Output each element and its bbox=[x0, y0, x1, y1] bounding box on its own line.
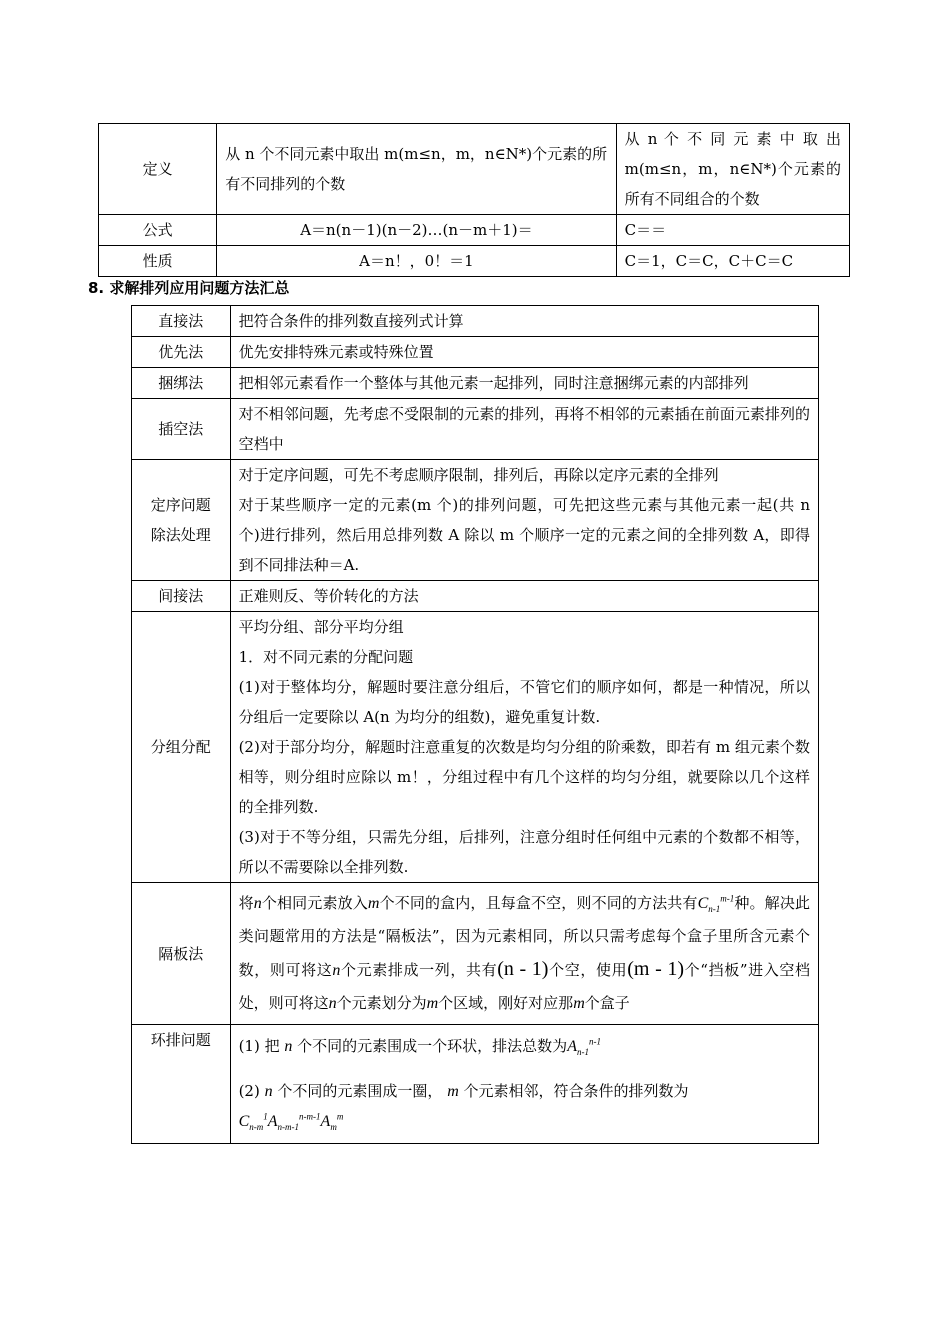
text: 个区域，刚好对应那 bbox=[438, 994, 574, 1012]
text: 个相同元素放入 bbox=[261, 894, 368, 912]
symbol-a: A bbox=[267, 1113, 278, 1130]
text: 个不同的元素围成一个环状，排法总数为 bbox=[297, 1037, 568, 1055]
expr-n-minus-1: (n - 1) bbox=[497, 958, 549, 980]
method-name-line: 除法处理 bbox=[150, 526, 211, 544]
desc-line bbox=[239, 1031, 810, 1062]
table-row bbox=[132, 337, 819, 368]
sup: m-1 bbox=[720, 893, 735, 904]
comb-formula: C＝＝ bbox=[616, 215, 849, 246]
desc-line: (2)对于部分均分，解题时注意重复的次数是均匀分组的阶乘数，即若有 m 组元素个数相等，则分组时应除以 m！，分组过程中有几个这样的均匀分组，就要除以几个这样的全排列数. bbox=[238, 738, 810, 816]
method-name: 环排问题 bbox=[132, 1025, 231, 1144]
desc-line: 对于定序问题，可先不考虑顺序限制，排列后，再除以定序元素的全排列 bbox=[238, 466, 719, 484]
method-name-line: 定序问题 bbox=[150, 496, 211, 514]
method-desc: 正难则反、等价转化的方法 bbox=[230, 581, 818, 612]
var-n: n bbox=[332, 962, 341, 979]
method-name: 隔板法 bbox=[132, 883, 231, 1025]
table-row bbox=[132, 306, 819, 337]
table-row bbox=[132, 883, 819, 1025]
method-desc: 把相邻元素看作一个整体与其他元素一起排列，同时注意捆绑元素的内部排列 bbox=[230, 368, 818, 399]
text: 个盒子 bbox=[584, 994, 630, 1012]
text: 将 bbox=[238, 894, 254, 912]
table-row bbox=[132, 581, 819, 612]
sup: n-1 bbox=[588, 1036, 601, 1047]
sub: n-1 bbox=[708, 904, 721, 915]
var-m: m bbox=[447, 1083, 459, 1100]
methods-table bbox=[131, 305, 819, 1144]
desc-line bbox=[239, 1076, 810, 1107]
method-desc: 对不相邻问题，先考虑不受限制的元素的排列，再将不相邻的元素插在前面元素排列的空档中 bbox=[230, 399, 818, 460]
text: 个元素排成一列，共有 bbox=[340, 961, 498, 979]
method-desc bbox=[230, 612, 818, 883]
perm-definition: 从 n 个不同元素中取出 m(m≤n，m，n∈N*)个元素的所有不同排列的个数 bbox=[217, 124, 616, 215]
perm-property: A＝n！，0！＝1 bbox=[217, 246, 616, 277]
comb-definition: 从 n 个 不 同 元 素 中 取 出 m(m≤n，m，n∈N*)个元素的所有不同组合的个数 bbox=[616, 124, 849, 215]
table-row bbox=[99, 215, 850, 246]
symbol-c: C bbox=[238, 1113, 250, 1130]
symbol-a: A bbox=[567, 1038, 577, 1055]
method-name: 分组分配 bbox=[132, 612, 231, 883]
text: 个“挡板”进入空档处，则可将这 bbox=[238, 961, 810, 1012]
method-name: 优先法 bbox=[132, 337, 231, 368]
table-row bbox=[132, 1025, 819, 1144]
var-m: m bbox=[367, 895, 380, 912]
method-name bbox=[132, 460, 231, 581]
text: (2) bbox=[238, 1082, 260, 1100]
sup: m bbox=[336, 1111, 344, 1122]
sup: n-m-1 bbox=[299, 1111, 321, 1122]
perm-formula: A＝n(n－1)(n－2)…(n－m＋1)＝ bbox=[217, 215, 616, 246]
sub: m bbox=[330, 1122, 337, 1133]
table-row bbox=[132, 399, 819, 460]
symbol-c: C bbox=[697, 895, 709, 912]
var-m: m bbox=[426, 995, 439, 1012]
sup: 1 bbox=[263, 1111, 268, 1122]
method-name: 插空法 bbox=[132, 399, 231, 460]
desc-line: 1．对不同元素的分配问题 bbox=[238, 648, 414, 666]
desc-line: (3)对于不等分组，只需先分组，后排列，注意分组时任何组中元素的个数都不相等，所以不需要除以全排列数. bbox=[238, 828, 810, 876]
method-name: 捆绑法 bbox=[132, 368, 231, 399]
combination-symbol bbox=[697, 893, 735, 915]
desc-line: 对于某些顺序一定的元素(m 个)的排列问题，可先把这些元素与其他元素一起(共 n 个)进行排列，然后用总排列数 A 除以 m 个顺序一定的元素之间的全排列数 A，即得到不同排法种＝A. bbox=[238, 496, 810, 574]
text: 个不同的元素围成一圈， bbox=[277, 1082, 443, 1100]
text: (1) 把 bbox=[238, 1037, 280, 1055]
result-formula bbox=[239, 1107, 810, 1137]
var-m: m bbox=[573, 995, 585, 1012]
table-row bbox=[132, 612, 819, 883]
desc-line: 平均分组、部分平均分组 bbox=[238, 618, 404, 636]
row-label: 性质 bbox=[99, 246, 217, 277]
arrangement-symbol bbox=[567, 1036, 601, 1058]
desc-line: (1)对于整体均分，解题时要注意分组后，不管它们的顺序如何，都是一种情况，所以分组后一定要除以 A(n 为均分的组数)，避免重复计数. bbox=[238, 678, 810, 726]
table-row bbox=[99, 124, 850, 215]
table-row bbox=[132, 368, 819, 399]
method-desc bbox=[230, 1025, 818, 1144]
symbol-a: A bbox=[320, 1113, 331, 1130]
var-n: n bbox=[328, 995, 337, 1012]
text: 个空，使用 bbox=[548, 961, 628, 979]
text: 个不同的盒内，且每盒不空，则不同的方法共有 bbox=[379, 894, 698, 912]
comb-property: C＝1，C＝C，C＋C＝C bbox=[616, 246, 849, 277]
text: 个元素划分为 bbox=[336, 994, 427, 1012]
formula-table bbox=[98, 123, 850, 277]
method-desc: 优先安排特殊元素或特殊位置 bbox=[230, 337, 818, 368]
section-heading: 8. 求解排列应用问题方法汇总 bbox=[88, 279, 290, 297]
method-desc bbox=[230, 883, 818, 1025]
sub: n-m bbox=[249, 1122, 264, 1133]
method-name: 直接法 bbox=[132, 306, 231, 337]
expr-m-minus-1: (m - 1) bbox=[627, 958, 685, 980]
text: 个元素相邻，符合条件的排列数为 bbox=[463, 1082, 689, 1100]
table-row bbox=[132, 460, 819, 581]
row-label: 公式 bbox=[99, 215, 217, 246]
var-n: n bbox=[284, 1038, 293, 1055]
method-name: 间接法 bbox=[132, 581, 231, 612]
table-row bbox=[99, 246, 850, 277]
sub: n-m-1 bbox=[277, 1122, 300, 1133]
method-desc: 把符合条件的排列数直接列式计算 bbox=[230, 306, 818, 337]
row-label: 定义 bbox=[99, 124, 217, 215]
text: 种。解决此类问题常用的方法是“隔板法”，因为元素相同，所以只需考虑每个盒子里所含元素个数，则可将这 bbox=[238, 894, 810, 979]
var-n: n bbox=[264, 1083, 273, 1100]
sub: n-1 bbox=[576, 1047, 589, 1058]
method-desc bbox=[230, 460, 818, 581]
var-n: n bbox=[253, 895, 262, 912]
